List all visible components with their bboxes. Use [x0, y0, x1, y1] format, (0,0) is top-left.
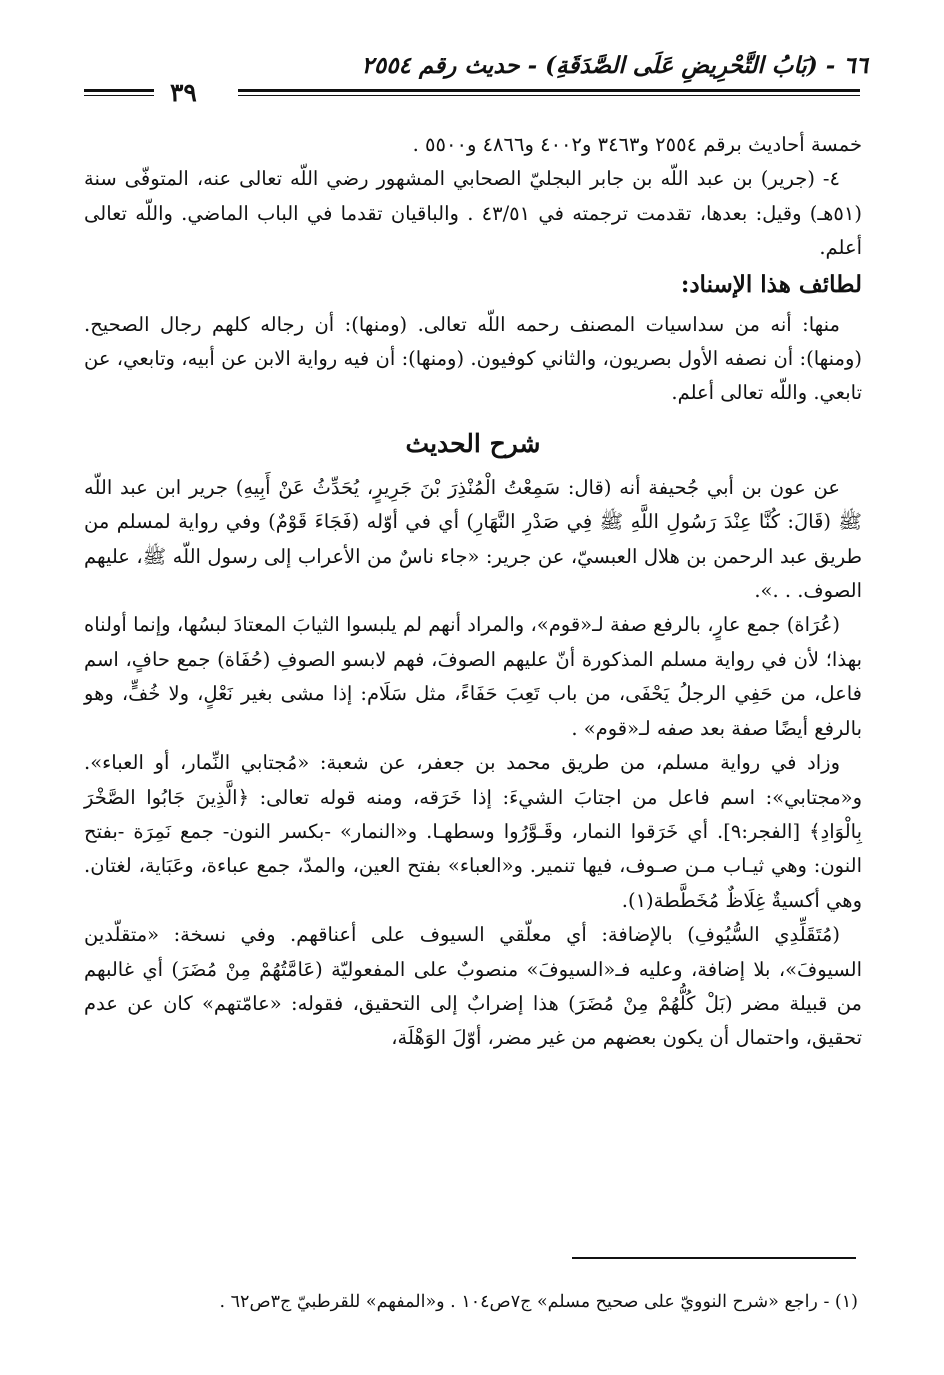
section-heading: لطائف هذا الإسناد:	[680, 270, 862, 298]
paragraph: وزاد في رواية مسلم، من طريق محمد بن جعفر، عن شعبة: «مُجتابي النِّمار، أو العباء». و«مجتابي»: اسم فاعل من اجتابَ الشيءَ: إذا خَرَقه، ومنه قوله تعالى: ﴿الَّذِينَ جَابُوا الصَّخْرَ بِالْوَادِ﴾ [الفجر:٩]. أي خَرَقوا النمار، وقَـوَّرُوا وسطهـا. و«النمار» -بكسر النون- جمع نَمِرَة -بفتح النون: وهي ثيـاب مـن صـوف، فيها تنمير. و«العباء» بفتح العين، والمدّ، جمع عباءة، وعَبَاية، لغتان. وهي أكسيةٌ غِلَاظٌ مُخَطَّطة(١).	[84, 751, 862, 912]
header-rule-left	[84, 89, 154, 92]
paragraph: منها: أنه من سداسيات المصنف رحمه اللّه تعالى. (ومنها): أن رجاله كلهم رجال الصحيح. (ومنها): أن نصفه الأول بصريون، والثاني كوفيون. (ومنها): أن فيه رواية الابن عن أبيه، وتابعي، عن تابعي. واللّه تعالى أعلم.	[84, 312, 862, 405]
header-rule-right-thin	[238, 95, 860, 96]
header-rule-left-thin	[84, 95, 154, 96]
paragraph: عن عون بن أبي جُحيفة أنه (قال: سَمِعْتُ الْمُنْذِرَ بْنَ جَرِيرٍ، يُحَدِّثُ عَنْ أَبِيهِ) جرير ابن عبد اللّه ﷺ (قَالَ: كُنَّا عِنْدَ رَسُولِ اللَّهِ ﷺ فِي صَدْرِ النَّهَارِ) أي في أوّله (فَجَاءَ قَوْمٌ) وفي رواية لمسلم من طريق عبد الرحمن بن هلال العبسيّ، عن جرير: «جاء ناسٌ من الأعراب إلى رسول اللّه ﷺ، عليهم الصوف. . .».	[84, 475, 862, 603]
page-body	[84, 128, 862, 1056]
footnote-separator	[572, 1257, 856, 1259]
page-header	[78, 52, 868, 112]
header-rule-right	[238, 89, 860, 92]
paragraph: ٤- (جرير) بن عبد اللّه بن جابر البجليّ الصحابي المشهور رضي اللّه تعالى عنه، المتوفّى سنة (٥١هـ) وقيل: بعدها، تقدمت ترجمته في ٤٣/٥١ . والباقيان تقدما في الباب الماضي. واللّه تعالى أعلم.	[84, 167, 862, 260]
paragraph: (عُرَاة) جمع عارٍ، بالرفع صفة لـ«قوم»، والمراد أنهم لم يلبسوا الثيابَ المعتادَ لبسُها، وإنما أولناه بهذا؛ لأن في رواية مسلم المذكورة أنّ عليهم الصوفَ، فهم لابسو الصوفِ (حُفَاة) جمع حافٍ، اسم فاعل، من حَفِي الرجلُ يَحْفَى، من باب تَعِبَ حَفَاءً، مثل سَلَام: إذا مشى بغير نَعْلٍ، ولا خُفٍّ، وهو بالرفع أيضًا صفة بعد صفه لـ«قوم» .	[84, 613, 862, 740]
page-number: ٣٩	[170, 78, 197, 107]
footnote: (١) - راجع «شرح النوويّ على صحيح مسلم» ج٧ص١٠٤ . و«المفهم» للقرطبيّ ج٣ص٦٢ .	[219, 1292, 858, 1312]
paragraph: (مُتَقَلِّدِي السُّيُوفِ) بالإضافة: أي معلّقي السيوف على أعناقهم. وفي نسخة: «متقلّدين السيوفَ»، بلا إضافة، وعليه فـ«السيوفَ» منصوبٌ على المفعوليّة (عَامَّتُهُمْ مِنْ مُضَرَ) أي غالبهم من قبيلة مضر (بَلْ كُلُّهُمْ مِنْ مُضَرَ) هذا إضرابٌ إلى التحقيق، فقوله: «عامّتهم» كان عن عدم تحقيق، واحتمال أن يكون بعضهم من غير مضر، أوّلَ الوَهْلَة،	[84, 923, 862, 1050]
section-title: شرح الحديث	[405, 428, 541, 458]
running-title: ٦٦ - (بَابُ التَّحْرِيضِ عَلَى الصَّدَقَةِ) - حديث رقم ٢٥٥٤	[361, 52, 868, 79]
paragraph: خمسة أحاديث برقم ٢٥٥٤ و٣٤٦٣ و٤٠٠٢ و٤٨٦٦ و٥٥٠٠ .	[412, 133, 862, 156]
